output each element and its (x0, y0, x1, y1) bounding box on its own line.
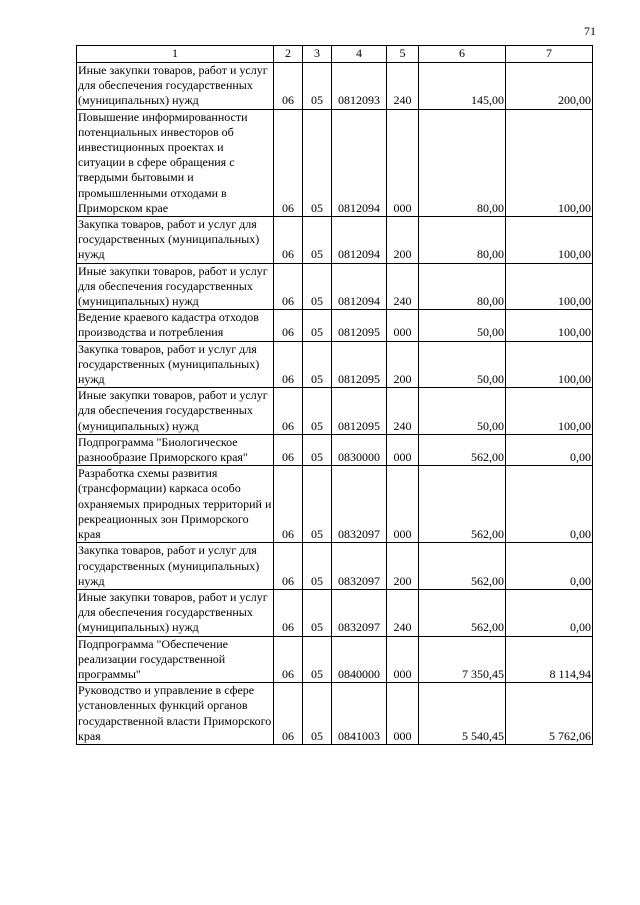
expense-type-cell: 200 (387, 341, 419, 388)
row-name-cell: Подпрограмма "Обеспечение реализации государственной программы" (77, 636, 274, 683)
target-article-cell: 0832097 (332, 589, 387, 636)
amount-year2-cell: 200,00 (506, 63, 593, 110)
table-row (77, 636, 593, 683)
section-code-cell: 06 (274, 466, 303, 543)
amount-year2-cell: 100,00 (506, 341, 593, 388)
amount-year2-cell: 100,00 (506, 217, 593, 264)
table-row (77, 263, 593, 310)
table-row (77, 63, 593, 110)
amount-year1-cell: 145,00 (419, 63, 506, 110)
page-number: 71 (584, 24, 596, 38)
section-code-cell: 06 (274, 589, 303, 636)
amount-year1-cell: 80,00 (419, 263, 506, 310)
budget-table (76, 45, 593, 745)
expense-type-cell: 000 (387, 109, 419, 216)
table-row (77, 310, 593, 341)
section-code-cell: 06 (274, 109, 303, 216)
expense-type-cell: 240 (387, 263, 419, 310)
subsection-code-cell: 05 (303, 63, 332, 110)
amount-year2-cell: 100,00 (506, 388, 593, 435)
expense-type-cell: 000 (387, 434, 419, 465)
row-name-cell: Закупка товаров, работ и услуг для государственных (муниципальных) нужд (77, 543, 274, 590)
subsection-code-cell: 05 (303, 434, 332, 465)
expense-type-cell: 000 (387, 310, 419, 341)
target-article-cell: 0812094 (332, 217, 387, 264)
expense-type-cell: 000 (387, 636, 419, 683)
row-name-cell: Иные закупки товаров, работ и услуг для обеспечения государственных (муниципальных) нужд (77, 388, 274, 435)
subsection-code-cell: 05 (303, 636, 332, 683)
section-code-cell: 06 (274, 217, 303, 264)
section-code-cell: 06 (274, 388, 303, 435)
row-name-cell: Иные закупки товаров, работ и услуг для обеспечения государственных (муниципальных) нужд (77, 263, 274, 310)
section-code-cell: 06 (274, 636, 303, 683)
row-name-cell: Иные закупки товаров, работ и услуг для обеспечения государственных (муниципальных) нужд (77, 63, 274, 110)
target-article-cell: 0812093 (332, 63, 387, 110)
table-row (77, 466, 593, 543)
amount-year1-cell: 50,00 (419, 310, 506, 341)
subsection-code-cell: 05 (303, 263, 332, 310)
row-name-cell: Закупка товаров, работ и услуг для государственных (муниципальных) нужд (77, 341, 274, 388)
row-name-cell: Иные закупки товаров, работ и услуг для обеспечения государственных (муниципальных) нужд (77, 589, 274, 636)
amount-year2-cell: 100,00 (506, 263, 593, 310)
expense-type-cell: 240 (387, 388, 419, 435)
column-header: 5 (387, 46, 419, 63)
amount-year1-cell: 7 350,45 (419, 636, 506, 683)
target-article-cell: 0812095 (332, 341, 387, 388)
table-row (77, 109, 593, 216)
target-article-cell: 0812094 (332, 263, 387, 310)
amount-year1-cell: 562,00 (419, 466, 506, 543)
row-name-cell: Закупка товаров, работ и услуг для государственных (муниципальных) нужд (77, 217, 274, 264)
table-header-row (77, 46, 593, 63)
column-header: 7 (506, 46, 593, 63)
amount-year2-cell: 5 762,06 (506, 683, 593, 745)
row-name-cell: Повышение информированности потенциальных инвесторов об инвестиционных проектах и ситуации в сфере обращения с твердыми бытовыми и промышленными отходами в Приморском крае (77, 109, 274, 216)
subsection-code-cell: 05 (303, 466, 332, 543)
target-article-cell: 0830000 (332, 434, 387, 465)
amount-year2-cell: 100,00 (506, 310, 593, 341)
column-header: 1 (77, 46, 274, 63)
column-header: 4 (332, 46, 387, 63)
expense-type-cell: 240 (387, 63, 419, 110)
amount-year2-cell: 0,00 (506, 434, 593, 465)
section-code-cell: 06 (274, 341, 303, 388)
subsection-code-cell: 05 (303, 341, 332, 388)
amount-year2-cell: 0,00 (506, 466, 593, 543)
target-article-cell: 0840000 (332, 636, 387, 683)
table-row (77, 434, 593, 465)
section-code-cell: 06 (274, 263, 303, 310)
expense-type-cell: 000 (387, 683, 419, 745)
expense-type-cell: 200 (387, 217, 419, 264)
subsection-code-cell: 05 (303, 543, 332, 590)
subsection-code-cell: 05 (303, 310, 332, 341)
amount-year2-cell: 100,00 (506, 109, 593, 216)
subsection-code-cell: 05 (303, 388, 332, 435)
amount-year2-cell: 0,00 (506, 589, 593, 636)
expense-type-cell: 000 (387, 466, 419, 543)
section-code-cell: 06 (274, 683, 303, 745)
amount-year2-cell: 0,00 (506, 543, 593, 590)
target-article-cell: 0841003 (332, 683, 387, 745)
subsection-code-cell: 05 (303, 683, 332, 745)
row-name-cell: Подпрограмма "Биологическое разнообразие Приморского края" (77, 434, 274, 465)
expense-type-cell: 240 (387, 589, 419, 636)
section-code-cell: 06 (274, 434, 303, 465)
table-row (77, 589, 593, 636)
amount-year1-cell: 562,00 (419, 589, 506, 636)
subsection-code-cell: 05 (303, 109, 332, 216)
table-row (77, 388, 593, 435)
amount-year1-cell: 50,00 (419, 341, 506, 388)
row-name-cell: Руководство и управление в сфере установленных функций органов государственной власти Приморского края (77, 683, 274, 745)
amount-year1-cell: 562,00 (419, 543, 506, 590)
target-article-cell: 0832097 (332, 543, 387, 590)
row-name-cell: Ведение краевого кадастра отходов производства и потребления (77, 310, 274, 341)
table-row (77, 543, 593, 590)
expense-type-cell: 200 (387, 543, 419, 590)
column-header: 3 (303, 46, 332, 63)
amount-year2-cell: 8 114,94 (506, 636, 593, 683)
amount-year1-cell: 5 540,45 (419, 683, 506, 745)
amount-year1-cell: 80,00 (419, 217, 506, 264)
amount-year1-cell: 50,00 (419, 388, 506, 435)
row-name-cell: Разработка схемы развития (трансформации) каркаса особо охраняемых природных территорий и рекреационных зон Приморского края (77, 466, 274, 543)
target-article-cell: 0812095 (332, 388, 387, 435)
amount-year1-cell: 562,00 (419, 434, 506, 465)
column-header: 6 (419, 46, 506, 63)
section-code-cell: 06 (274, 63, 303, 110)
section-code-cell: 06 (274, 543, 303, 590)
subsection-code-cell: 05 (303, 589, 332, 636)
table-body (77, 63, 593, 745)
amount-year1-cell: 80,00 (419, 109, 506, 216)
table-row (77, 683, 593, 745)
column-header: 2 (274, 46, 303, 63)
section-code-cell: 06 (274, 310, 303, 341)
table-row (77, 217, 593, 264)
target-article-cell: 0832097 (332, 466, 387, 543)
subsection-code-cell: 05 (303, 217, 332, 264)
table-row (77, 341, 593, 388)
target-article-cell: 0812095 (332, 310, 387, 341)
target-article-cell: 0812094 (332, 109, 387, 216)
